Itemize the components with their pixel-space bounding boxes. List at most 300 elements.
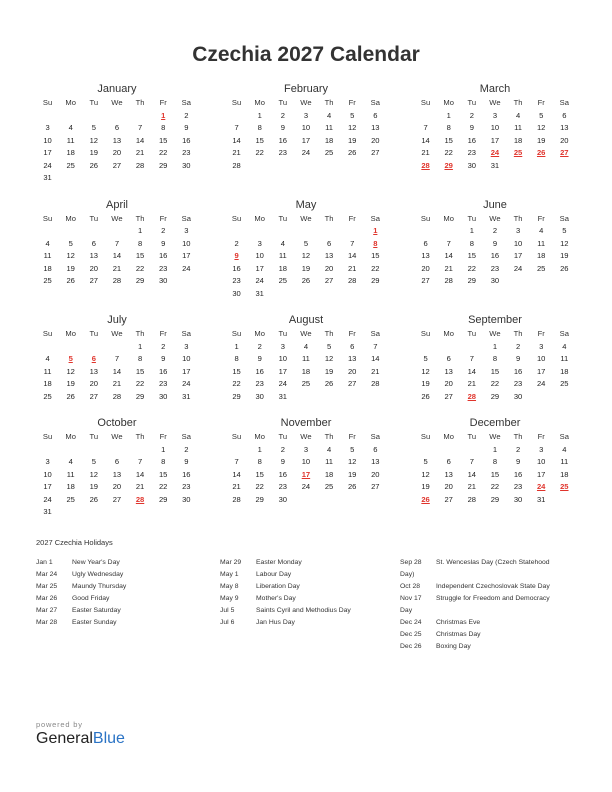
day: 31: [255, 288, 264, 298]
day: 5: [326, 341, 332, 351]
holiday-day: 6: [91, 354, 96, 363]
day: 21: [112, 263, 122, 273]
day: 31: [278, 391, 288, 401]
holiday-date: May 1: [220, 571, 239, 578]
day: 14: [135, 469, 145, 479]
day: 13: [371, 123, 380, 132]
holiday-name: Struggle for Freedom and Democracy: [436, 595, 550, 602]
weekday-header: Tu: [467, 213, 477, 223]
day: 29: [490, 494, 500, 504]
day: 22: [444, 148, 453, 157]
month-november: [225, 416, 387, 519]
day: 2: [257, 341, 262, 351]
day: 9: [280, 457, 285, 466]
day: 29: [371, 276, 380, 285]
weekday-header: We: [489, 213, 501, 223]
day: 19: [421, 379, 430, 388]
day: 10: [43, 469, 52, 479]
page-title: Czechia 2027 Calendar: [192, 43, 420, 66]
holiday-name: Christmas Day: [436, 631, 481, 638]
day: 25: [66, 494, 75, 504]
day: 1: [492, 341, 498, 351]
day: 8: [234, 354, 239, 363]
day: 14: [112, 251, 122, 260]
day: 28: [232, 160, 241, 170]
holiday-date: Mar 27: [36, 607, 58, 614]
day: 3: [303, 444, 309, 454]
day: 11: [278, 251, 287, 260]
day: 7: [137, 457, 143, 466]
day: 9: [515, 457, 521, 466]
weekday-header: We: [111, 98, 123, 107]
day: 16: [278, 135, 288, 145]
weekday-header: Su: [420, 213, 431, 223]
weekday-header: Fr: [348, 432, 356, 441]
day: 6: [562, 110, 567, 120]
day: 21: [232, 148, 241, 157]
day: 15: [158, 469, 168, 479]
day: 25: [66, 160, 75, 170]
day: 30: [232, 288, 241, 298]
day: 15: [255, 135, 264, 145]
day: 13: [324, 251, 334, 260]
day: 26: [347, 148, 357, 157]
month-march: [414, 82, 576, 185]
day: 16: [182, 469, 191, 479]
day: 26: [347, 482, 357, 491]
holiday-row: [400, 617, 576, 629]
holiday-name: Liberation Day: [256, 583, 300, 590]
day: 15: [490, 469, 500, 479]
day: 10: [490, 123, 500, 132]
day: 5: [562, 226, 567, 235]
weekday-header: Th: [135, 329, 145, 338]
holiday-day: 29: [444, 160, 453, 170]
weekday-header: Tu: [278, 432, 288, 441]
logo-text-blue: Blue: [92, 730, 125, 747]
day: 20: [89, 263, 99, 273]
day: 23: [513, 482, 523, 491]
day: 22: [467, 263, 477, 273]
empty-cell: [460, 444, 483, 457]
holiday-day: 26: [536, 148, 546, 157]
day: 28: [347, 276, 357, 285]
day: 22: [232, 379, 241, 388]
day: 17: [255, 263, 264, 273]
day: 24: [43, 494, 52, 504]
holiday-row: [36, 617, 206, 629]
weekday-header: Th: [513, 432, 523, 441]
day: 17: [182, 366, 191, 376]
day: 27: [89, 391, 99, 401]
day: 6: [373, 444, 378, 454]
day: 8: [492, 457, 498, 466]
weekday-header: We: [300, 329, 312, 338]
month-name: February: [283, 83, 329, 95]
day: 30: [490, 276, 500, 285]
weekday-header: Su: [420, 98, 431, 107]
day: 25: [536, 263, 546, 273]
holiday-row: [400, 581, 576, 593]
day: 6: [114, 457, 120, 466]
day: 18: [324, 135, 334, 145]
month-name: April: [105, 198, 128, 211]
month-september: [414, 313, 576, 403]
weekday-header: Su: [420, 329, 431, 338]
day: 23: [467, 148, 477, 157]
day: 1: [492, 444, 498, 454]
month-january: [36, 82, 198, 185]
month-may: [225, 198, 387, 301]
weekday-header: Fr: [537, 98, 545, 107]
generalblue-logo: [36, 730, 125, 748]
holiday-name: Easter Monday: [256, 559, 302, 566]
day: 20: [112, 482, 122, 491]
month-name: January: [97, 83, 137, 95]
weekday-header: Tu: [467, 329, 477, 338]
holiday-name: Maundy Thursday: [72, 583, 127, 590]
day: 17: [182, 251, 191, 260]
day: 25: [301, 379, 311, 388]
day: 2: [280, 444, 285, 454]
month-name: March: [479, 83, 511, 95]
holiday-row: [400, 641, 576, 653]
holiday-name: New Year's Day: [72, 559, 120, 566]
empty-cell: [59, 110, 82, 123]
day: 4: [562, 444, 567, 454]
day: 14: [112, 366, 122, 376]
holiday-day: 1: [373, 226, 378, 235]
empty-cell: [59, 225, 82, 238]
day: 11: [560, 457, 569, 466]
empty-cell: [36, 225, 59, 238]
day: 2: [515, 341, 521, 351]
day: 23: [158, 379, 168, 388]
month-april: [36, 198, 198, 301]
day: 24: [255, 276, 264, 285]
day: 13: [89, 251, 99, 260]
day: 3: [45, 457, 50, 466]
day: 20: [112, 148, 122, 157]
day: 4: [45, 354, 50, 363]
day: 12: [347, 457, 357, 466]
day: 16: [278, 469, 288, 479]
day: 10: [301, 457, 311, 466]
day: 25: [278, 276, 288, 285]
empty-cell: [437, 341, 460, 354]
weekday-header: Su: [42, 432, 53, 441]
month-june: [414, 198, 576, 301]
day: 5: [350, 110, 355, 120]
day: 1: [446, 110, 451, 120]
day: 1: [137, 341, 143, 351]
day: 15: [135, 366, 145, 376]
day: 12: [560, 238, 569, 248]
weekday-header: We: [489, 329, 501, 338]
day: 2: [184, 444, 189, 454]
day: 6: [114, 123, 120, 132]
holiday-date: Nov 17: [400, 595, 422, 602]
weekday-header: Th: [135, 98, 145, 107]
holiday-date: Dec 25: [400, 631, 422, 638]
day: 7: [137, 123, 143, 132]
holiday-day: 17: [301, 469, 311, 479]
day: 24: [301, 482, 311, 491]
day: 2: [492, 226, 498, 235]
holiday-row: [36, 605, 206, 617]
weekday-header: We: [300, 213, 312, 223]
empty-cell: [225, 444, 248, 457]
day: 18: [560, 469, 569, 479]
day: 30: [278, 494, 288, 504]
day: 18: [66, 482, 75, 491]
holiday-name: Good Friday: [72, 595, 110, 602]
day: 29: [490, 391, 500, 401]
day: 14: [232, 135, 241, 145]
day-grid: [414, 328, 576, 403]
day: 20: [347, 366, 357, 376]
empty-cell: [129, 110, 152, 123]
day: 30: [158, 391, 168, 401]
day: 27: [324, 276, 334, 285]
day: 23: [278, 148, 288, 157]
holiday-date: Jul 6: [220, 619, 235, 626]
weekday-header: Sa: [181, 432, 191, 441]
day: 18: [560, 366, 569, 376]
day: 31: [43, 173, 52, 182]
day: 26: [560, 263, 569, 273]
holiday-name: Boxing Day: [436, 643, 471, 650]
day: 11: [301, 354, 310, 363]
day: 19: [301, 263, 311, 273]
holiday-column: [220, 557, 390, 629]
day: 12: [66, 251, 75, 260]
holiday-row: [220, 593, 390, 605]
holiday-name: St. Wenceslas Day (Czech Statehood: [436, 559, 550, 566]
day: 4: [303, 341, 309, 351]
day: 9: [184, 123, 189, 132]
day: 16: [158, 251, 168, 260]
holiday-row: [36, 581, 206, 593]
day: 10: [301, 123, 311, 132]
weekday-header: Mo: [254, 98, 265, 107]
day: 13: [444, 469, 453, 479]
day: 17: [513, 251, 523, 260]
day: 24: [301, 148, 311, 157]
day: 19: [560, 251, 569, 260]
day: 20: [444, 379, 453, 388]
day: 10: [278, 354, 288, 363]
day: 29: [135, 276, 145, 285]
day: 3: [280, 341, 285, 351]
day: 4: [68, 123, 73, 132]
empty-cell: [82, 341, 105, 354]
weekday-header: Su: [231, 329, 242, 338]
day: 21: [135, 148, 145, 157]
empty-cell: [437, 225, 460, 238]
weekday-header: Sa: [370, 213, 380, 223]
day: 5: [423, 457, 428, 466]
day: 15: [490, 366, 500, 376]
day: 10: [255, 251, 264, 260]
day: 2: [234, 238, 239, 248]
day: 24: [43, 160, 52, 170]
holiday-date: Sep 28: [400, 559, 422, 566]
day: 28: [467, 494, 477, 504]
day: 23: [255, 379, 264, 388]
day: 17: [490, 135, 500, 145]
day: 27: [347, 379, 357, 388]
empty-cell: [414, 110, 437, 123]
weekday-header: Mo: [65, 213, 76, 223]
weekday-header: Th: [513, 329, 523, 338]
day: 14: [347, 251, 357, 260]
weekday-header: Sa: [559, 432, 569, 441]
day: 23: [490, 263, 500, 273]
day: 21: [421, 148, 430, 157]
weekday-header: Th: [513, 213, 523, 223]
day: 21: [444, 263, 453, 273]
weekday-header: Mo: [443, 213, 454, 223]
day: 6: [446, 457, 451, 466]
day: 24: [513, 263, 523, 273]
day: 30: [467, 160, 477, 170]
day: 9: [280, 123, 285, 132]
weekday-header: Tu: [89, 213, 99, 223]
weekday-header: We: [300, 98, 312, 107]
day: 7: [373, 341, 378, 351]
weekday-header: Th: [135, 432, 145, 441]
empty-cell: [437, 444, 460, 457]
day: 16: [255, 366, 264, 376]
day: 11: [43, 366, 52, 376]
day: 4: [68, 457, 73, 466]
day: 16: [467, 135, 477, 145]
month-name: October: [97, 417, 137, 429]
day: 18: [513, 135, 523, 145]
day: 14: [467, 366, 477, 376]
day: 20: [89, 379, 99, 388]
day: 7: [234, 457, 239, 466]
day: 9: [161, 238, 166, 248]
day: 10: [536, 354, 546, 363]
day: 8: [469, 238, 474, 248]
weekday-header: Th: [324, 432, 334, 441]
day: 1: [161, 444, 166, 454]
holiday-date: Mar 24: [36, 571, 58, 578]
day: 14: [421, 135, 430, 145]
day: 25: [324, 148, 334, 157]
day: 11: [560, 354, 569, 363]
day: 3: [45, 123, 50, 132]
day: 19: [89, 148, 99, 157]
month-name: May: [295, 198, 317, 211]
day: 15: [135, 251, 145, 260]
day: 30: [255, 391, 264, 401]
day: 11: [325, 457, 333, 466]
day: 6: [350, 341, 355, 351]
empty-cell: [105, 444, 128, 457]
month-grid: [36, 82, 576, 519]
day: 13: [112, 135, 122, 145]
day: 9: [184, 457, 189, 466]
day: 19: [66, 379, 75, 388]
day: 31: [490, 160, 500, 170]
weekday-header: Sa: [559, 213, 569, 223]
month-february: [225, 82, 387, 185]
holiday-date: Dec 24: [400, 619, 422, 626]
day: 20: [444, 482, 453, 491]
day: 11: [66, 135, 75, 145]
holiday-row: [400, 593, 576, 605]
weekday-header: Th: [513, 98, 523, 107]
day: 26: [66, 276, 75, 285]
day: 29: [135, 391, 145, 401]
holiday-day: 8: [373, 238, 378, 248]
empty-cell: [105, 110, 128, 123]
day: 21: [112, 379, 122, 388]
day: 10: [182, 354, 191, 363]
day: 28: [444, 276, 453, 285]
day: 14: [444, 251, 453, 260]
day: 7: [114, 238, 120, 248]
empty-cell: [294, 225, 317, 238]
day: 21: [135, 482, 145, 491]
day: 25: [43, 276, 52, 285]
day: 24: [536, 379, 546, 388]
day: 26: [89, 494, 99, 504]
month-name: July: [107, 314, 127, 326]
day: 10: [513, 238, 523, 248]
day: 11: [43, 251, 52, 260]
day: 19: [536, 135, 546, 145]
day: 9: [469, 123, 474, 132]
day: 17: [278, 366, 288, 376]
day: 23: [232, 276, 241, 285]
weekday-header: Fr: [159, 329, 167, 338]
holiday-row: [36, 557, 206, 569]
day: 14: [467, 469, 477, 479]
weekday-header: Mo: [443, 329, 454, 338]
day: 8: [137, 354, 143, 363]
weekday-header: Th: [135, 213, 145, 223]
day: 30: [158, 276, 168, 285]
day: 7: [423, 123, 428, 132]
day: 12: [347, 123, 357, 132]
weekday-header: We: [111, 329, 123, 338]
holiday-row: [36, 593, 206, 605]
day: 14: [135, 135, 145, 145]
weekday-header: Tu: [89, 432, 99, 441]
day: 27: [444, 494, 453, 504]
day: 4: [539, 226, 544, 235]
day-grid: [36, 213, 198, 288]
day: 8: [257, 457, 262, 466]
day: 7: [469, 457, 474, 466]
day: 10: [43, 135, 52, 145]
day: 31: [43, 507, 52, 516]
day-grid: [414, 431, 576, 506]
day: 22: [158, 148, 168, 157]
month-august: [225, 313, 387, 403]
holiday-row: [220, 581, 390, 593]
day: 8: [161, 123, 166, 132]
weekday-header: We: [489, 432, 501, 441]
day: 6: [91, 238, 96, 248]
day: 25: [43, 391, 52, 401]
day: 10: [182, 238, 191, 248]
day: 19: [347, 135, 357, 145]
